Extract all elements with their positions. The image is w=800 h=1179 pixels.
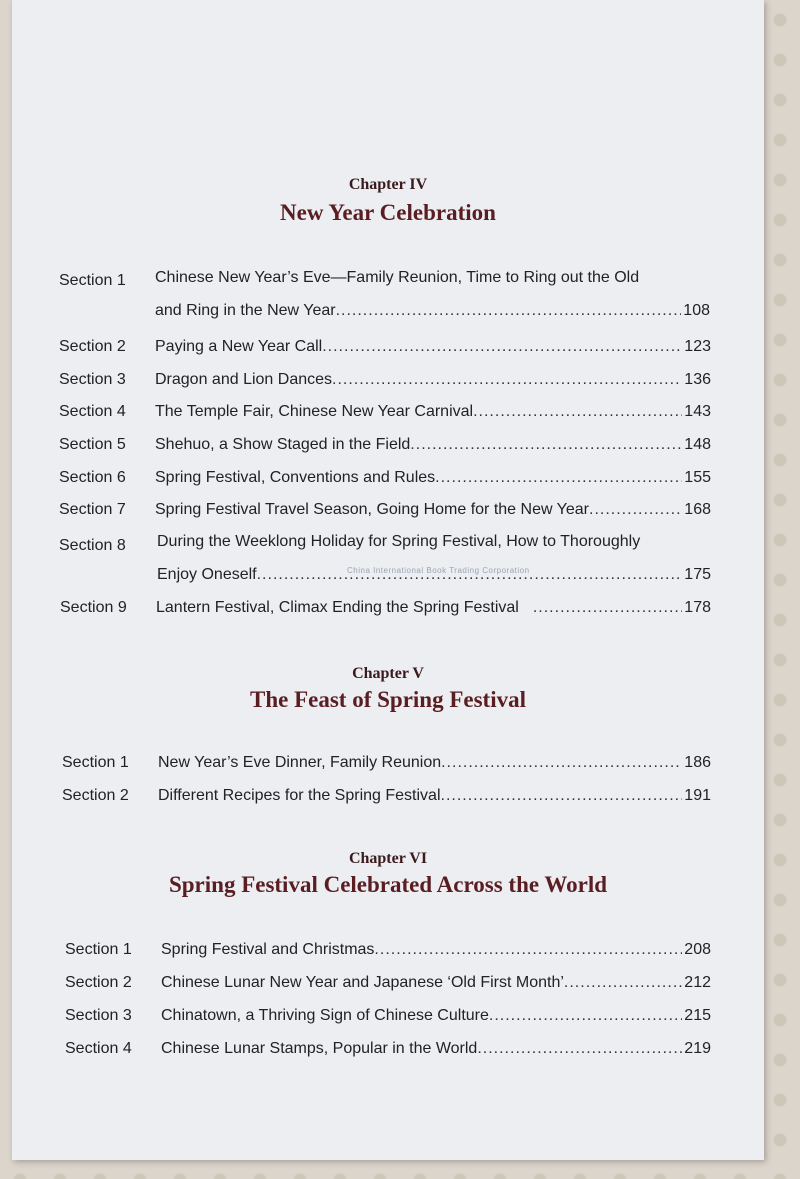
toc-entry-line1: Chinese New Year’s Eve—Family Reunion, Time to Ring out the Old bbox=[155, 269, 640, 286]
toc-page-number: 148 bbox=[684, 436, 711, 453]
toc-entry-title: Enjoy Oneself bbox=[157, 566, 257, 583]
book-page bbox=[12, 0, 764, 1160]
toc-entry bbox=[59, 371, 711, 389]
toc-entry bbox=[65, 974, 711, 992]
toc-page-number: 123 bbox=[684, 338, 711, 355]
toc-entry-title: Dragon and Lion Dances bbox=[155, 371, 333, 388]
toc-section-number: Section 1 bbox=[62, 754, 129, 771]
toc-section-number: Section 2 bbox=[65, 974, 132, 991]
toc-section-number: Section 6 bbox=[59, 469, 126, 486]
toc-page-number: 143 bbox=[684, 403, 711, 420]
toc-section-number: Section 5 bbox=[59, 436, 126, 453]
toc-section-number: Section 2 bbox=[62, 787, 129, 804]
toc-page-number: 219 bbox=[684, 1040, 711, 1057]
toc-entry bbox=[65, 1040, 711, 1058]
toc-page-number: 208 bbox=[684, 941, 711, 958]
toc-entry bbox=[65, 1007, 711, 1025]
toc-entry bbox=[59, 338, 711, 356]
toc-entry bbox=[60, 599, 711, 617]
toc-section-number: Section 1 bbox=[65, 941, 132, 958]
toc-entry-title: Spring Festival Travel Season, Going Home for the New Year bbox=[155, 501, 589, 518]
toc-page-number: 215 bbox=[684, 1007, 711, 1024]
toc-entry-title: Chinese Lunar New Year and Japanese ‘Old First Month’ bbox=[161, 974, 564, 991]
toc-section-number: Section 3 bbox=[59, 371, 126, 388]
chapter-title: The Feast of Spring Festival bbox=[250, 687, 526, 712]
toc-entry-title: Shehuo, a Show Staged in the Field bbox=[155, 436, 411, 453]
chapter-label: Chapter V bbox=[352, 665, 424, 682]
toc-entry-title: and Ring in the New Year bbox=[155, 302, 336, 319]
chapter-6-heading bbox=[12, 850, 764, 898]
toc-entry-title: Paying a New Year Call bbox=[155, 338, 323, 355]
toc-page-number: 186 bbox=[684, 754, 711, 771]
toc-entry bbox=[59, 403, 711, 421]
toc-section-number: Section 1 bbox=[59, 272, 126, 289]
toc-entry bbox=[62, 787, 711, 805]
toc-section-number: Section 4 bbox=[65, 1040, 132, 1057]
chapter-title: Spring Festival Celebrated Across the World bbox=[168, 872, 608, 897]
toc-entry bbox=[62, 754, 711, 772]
toc-page-number: 168 bbox=[684, 501, 711, 518]
toc-page-number: 136 bbox=[684, 371, 711, 388]
chapter-5-heading bbox=[12, 665, 764, 713]
toc-section-number: Section 7 bbox=[59, 501, 126, 518]
toc-page-number: 175 bbox=[684, 566, 711, 583]
toc-section-number: Section 2 bbox=[59, 338, 126, 355]
toc-section-number: Section 3 bbox=[65, 1007, 132, 1024]
chapter-title: New Year Celebration bbox=[280, 200, 496, 225]
chapter-label: Chapter IV bbox=[348, 176, 428, 193]
toc-entry bbox=[59, 501, 711, 519]
toc-entry-title: Chinese Lunar Stamps, Popular in the World bbox=[161, 1040, 478, 1057]
toc-entry-title: New Year’s Eve Dinner, Family Reunion bbox=[158, 754, 442, 771]
toc-section-number: Section 9 bbox=[60, 599, 127, 616]
toc-section-number: Section 8 bbox=[59, 537, 126, 554]
toc-entry-title: Different Recipes for the Spring Festival bbox=[158, 787, 441, 804]
toc-page-number: 108 bbox=[683, 302, 710, 319]
toc-entry-title: Lantern Festival, Climax Ending the Spring Festival bbox=[156, 599, 519, 616]
chapter-4-heading bbox=[12, 176, 764, 226]
toc-entry-title: Spring Festival and Christmas bbox=[161, 941, 375, 958]
toc-entry bbox=[65, 941, 711, 959]
toc-entry-line1: During the Weeklong Holiday for Spring Festival, How to Thoroughly bbox=[157, 533, 641, 550]
toc-entry bbox=[155, 302, 710, 320]
toc-entry-title: Spring Festival, Conventions and Rules bbox=[155, 469, 436, 486]
toc-entry bbox=[157, 566, 711, 584]
toc-entry bbox=[59, 469, 711, 487]
toc-entry-title: Chinatown, a Thriving Sign of Chinese Culture bbox=[161, 1007, 489, 1024]
toc-entry-title: The Temple Fair, Chinese New Year Carnival bbox=[155, 403, 474, 420]
chapter-label: Chapter VI bbox=[348, 850, 428, 867]
toc-page-number: 191 bbox=[684, 787, 711, 804]
toc-page-number: 212 bbox=[684, 974, 711, 991]
watermark-text: China International Book Trading Corporation bbox=[347, 566, 530, 575]
toc-entry bbox=[59, 436, 711, 454]
toc-page-number: 178 bbox=[684, 599, 711, 616]
toc-page-number: 155 bbox=[684, 469, 711, 486]
toc-section-number: Section 4 bbox=[59, 403, 126, 420]
